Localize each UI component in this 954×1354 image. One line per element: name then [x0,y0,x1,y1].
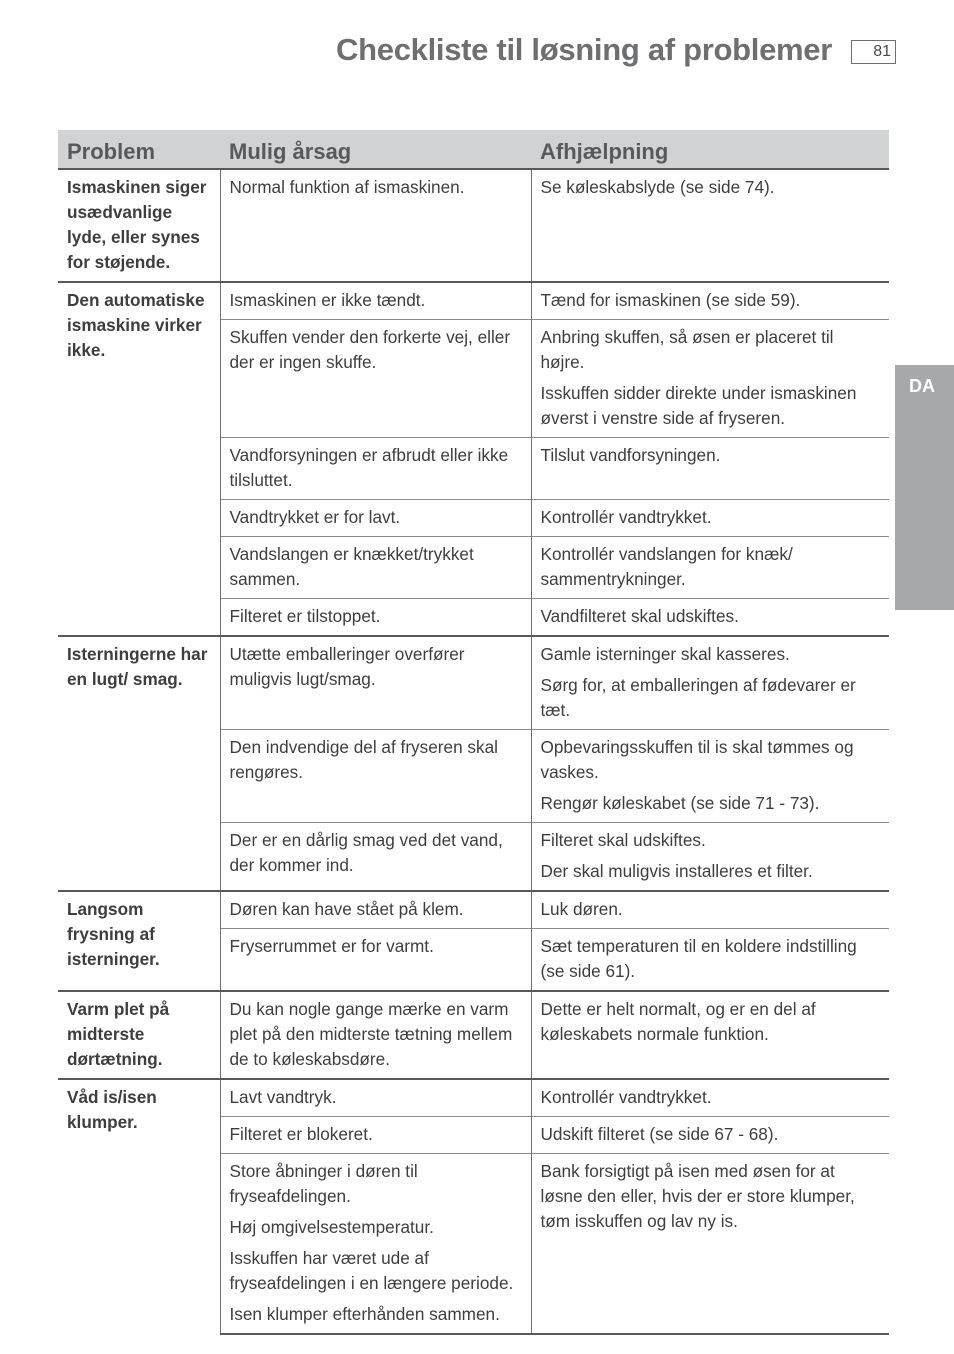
table-row [58,1079,889,1117]
cause-text: Lavt vandtryk. [229,1087,337,1107]
remedy-cell [531,730,889,823]
troubleshooting-table [58,130,889,1335]
remedy-cell [531,438,889,500]
column-header-problem: Problem [58,130,220,169]
remedy-text: Sørg for, at emballeringen af fødevarer er tæt. [540,675,856,720]
cause-cell [220,320,531,438]
column-header-cause: Mulig årsag [220,130,531,169]
remedy-text: Vandfilteret skal udskiftes. [540,606,739,626]
table-row [58,282,889,320]
problem-cell: Langsom frysning af isterninger. [58,891,220,991]
remedy-cell [531,1117,889,1154]
cause-cell [220,891,531,929]
language-tab-label: DA [909,376,935,396]
remedy-cell [531,282,889,320]
cause-text: Ismaskinen er ikke tændt. [229,290,426,310]
cause-cell [220,636,531,730]
cause-text: Fryserrummet er for varmt. [229,936,434,956]
cause-text: Høj omgivelsestemperatur. [229,1217,434,1237]
cause-text: Du kan nogle gange mærke en varm plet på den midterste tætning mellem de to køleskabsdøre. [229,999,513,1069]
cause-cell [220,438,531,500]
remedy-text: Isskuffen sidder direkte under ismaskinen øverst i venstre side af fryseren. [540,383,857,428]
remedy-text: Kontrollér vandtrykket. [540,1087,712,1107]
problem-cell: Den automatiske ismaskine virker ikke. [58,282,220,636]
cause-text: Døren kan have stået på klem. [229,899,464,919]
remedy-text: Gamle isterninger skal kasseres. [540,644,790,664]
remedy-text: Udskift filteret (se side 67 - 68). [540,1124,779,1144]
cause-cell [220,823,531,892]
table-row [58,991,889,1079]
remedy-cell [531,500,889,537]
cause-cell [220,599,531,637]
remedy-text: Luk døren. [540,899,623,919]
cause-text: Store åbninger i døren til fryseafdelingen. [229,1161,418,1206]
remedy-text: Dette er helt normalt, og er en del af køleskabets normale funktion. [540,999,816,1044]
problem-cell: Våd is/isen klumper. [58,1079,220,1334]
remedy-text: Filteret skal udskiftes. [540,830,706,850]
cause-text: Vandforsyningen er afbrudt eller ikke tilsluttet. [229,445,509,490]
remedy-cell [531,1079,889,1117]
problem-cell: Ismaskinen siger usædvanlige lyde, eller synes for støjende. [67,177,207,272]
cause-cell [220,1117,531,1154]
cause-cell [220,1079,531,1117]
cause-text: Den indvendige del af fryseren skal rengøres. [229,737,498,782]
remedy-text: Anbring skuffen, så øsen er placeret til højre. [540,327,834,372]
table-row [58,636,889,730]
language-tab [895,365,954,610]
remedy-cell [531,537,889,599]
remedy-cell [531,1154,889,1335]
remedy-text: Tilslut vandforsyningen. [540,445,721,465]
cause-text: Utætte emballeringer overfører muligvis lugt/smag. [229,644,465,689]
cause-text: Filteret er blokeret. [229,1124,373,1144]
column-header-remedy: Afhjælpning [531,130,889,169]
cause-text: Vandtrykket er for lavt. [229,507,401,527]
cause-text: Isskuffen har været ude af fryseafdelingen i en længere periode. [229,1248,514,1293]
table-body [58,169,889,1334]
cause-cell [220,929,531,992]
remedy-text: Se køleskabslyde (se side 74). [540,177,775,197]
table-header-row [58,130,889,169]
remedy-text: Sæt temperaturen til en koldere indstilling (se side 61). [540,936,857,981]
cause-text: Der er en dårlig smag ved det vand, der kommer ind. [229,830,503,875]
cause-cell [220,282,531,320]
remedy-text: Kontrollér vandslangen for knæk/ sammentrykninger. [540,544,793,589]
cause-text: Skuffen vender den forkerte vej, eller der er ingen skuffe. [229,327,511,372]
cause-cell [220,500,531,537]
remedy-text: Bank forsigtigt på isen med øsen for at løsne den eller, hvis der er store klumper, tøm isskuffen og lav ny is. [540,1161,855,1231]
cause-text: Isen klumper efterhånden sammen. [229,1304,500,1324]
cause-cell [220,537,531,599]
table-row [58,891,889,929]
page-number: 81 [851,40,896,64]
remedy-cell [531,320,889,438]
remedy-text: Opbevaringsskuffen til is skal tømmes og vaskes. [540,737,854,782]
cause-cell [220,1154,531,1335]
remedy-text: Kontrollér vandtrykket. [540,507,712,527]
remedy-text: Tænd for ismaskinen (se side 59). [540,290,801,310]
remedy-text: Rengør køleskabet (se side 71 - 73). [540,793,820,813]
remedy-cell [531,891,889,929]
remedy-text: Der skal muligvis installeres et filter. [540,861,813,881]
cause-text: Normal funktion af ismaskinen. [229,177,465,197]
cause-text: Vandslangen er knækket/trykket sammen. [229,544,474,589]
page-title: Checkliste til løsning af problemer [336,32,832,67]
remedy-cell [531,991,889,1079]
remedy-cell [531,599,889,637]
table-row [58,169,889,282]
cause-text: Filteret er tilstoppet. [229,606,381,626]
remedy-cell [531,169,889,282]
cause-cell [220,730,531,823]
problem-cell: Isterningerne har en lugt/ smag. [58,636,220,891]
remedy-cell [531,929,889,992]
remedy-cell [531,823,889,892]
cause-cell [220,991,531,1079]
remedy-cell [531,636,889,730]
cause-cell [220,169,531,282]
problem-cell: Varm plet på midterste dørtætning. [58,991,220,1079]
